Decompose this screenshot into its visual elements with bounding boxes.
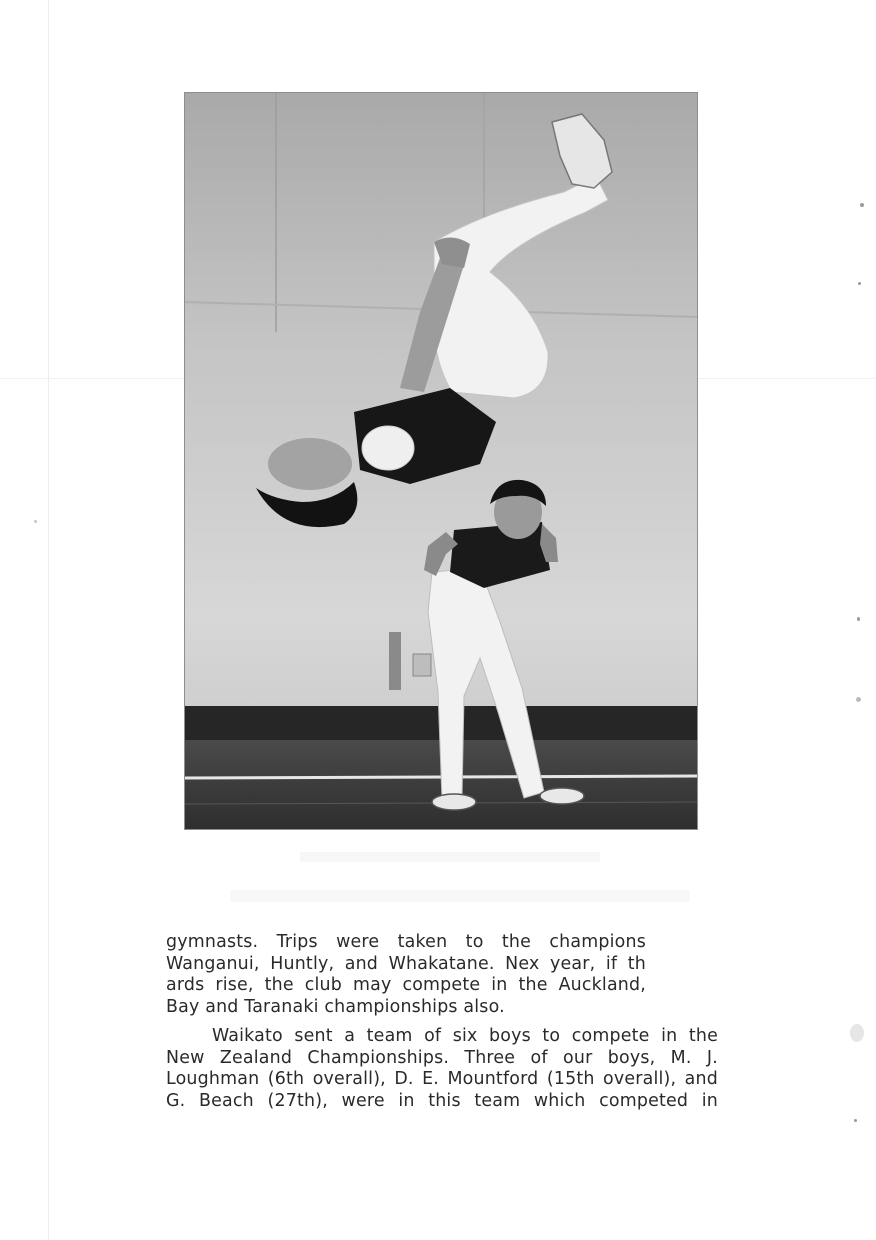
print-speck [857, 617, 860, 621]
print-speck [854, 1119, 857, 1122]
text-line: Wanganui, Huntly, and Whakatane. Nex year, if th [166, 953, 646, 974]
text-line: Loughman (6th overall), D. E. Mountford (15th overall), and [166, 1069, 718, 1089]
print-speck [34, 520, 37, 523]
print-speck [850, 1024, 864, 1042]
faded-caption-trace [300, 852, 600, 862]
text-line: New Zealand Championships. Three of our boys, M. J. [166, 1047, 718, 1068]
print-speck [860, 203, 864, 207]
text-line: Bay and Taranaki championships also. [166, 996, 505, 1017]
text-line: Waikato sent a team of six boys to compete in the [212, 1026, 718, 1046]
page-fold-line [48, 0, 49, 1240]
print-speck [856, 697, 861, 702]
paragraph-waikato [166, 1026, 718, 1112]
text-line: G. Beach (27th), were in this team which competed in [166, 1090, 718, 1111]
paragraph-trips [166, 932, 718, 1018]
wall-fixture [389, 632, 401, 690]
print-speck [858, 282, 861, 285]
text-line: ards rise, the club may compete in the Auckland, [166, 975, 646, 995]
faded-caption-trace [230, 890, 690, 902]
gymnastics-photo [184, 92, 698, 830]
text-line: gymnasts. Trips were taken to the champions [166, 932, 646, 952]
article-body [166, 932, 718, 1120]
